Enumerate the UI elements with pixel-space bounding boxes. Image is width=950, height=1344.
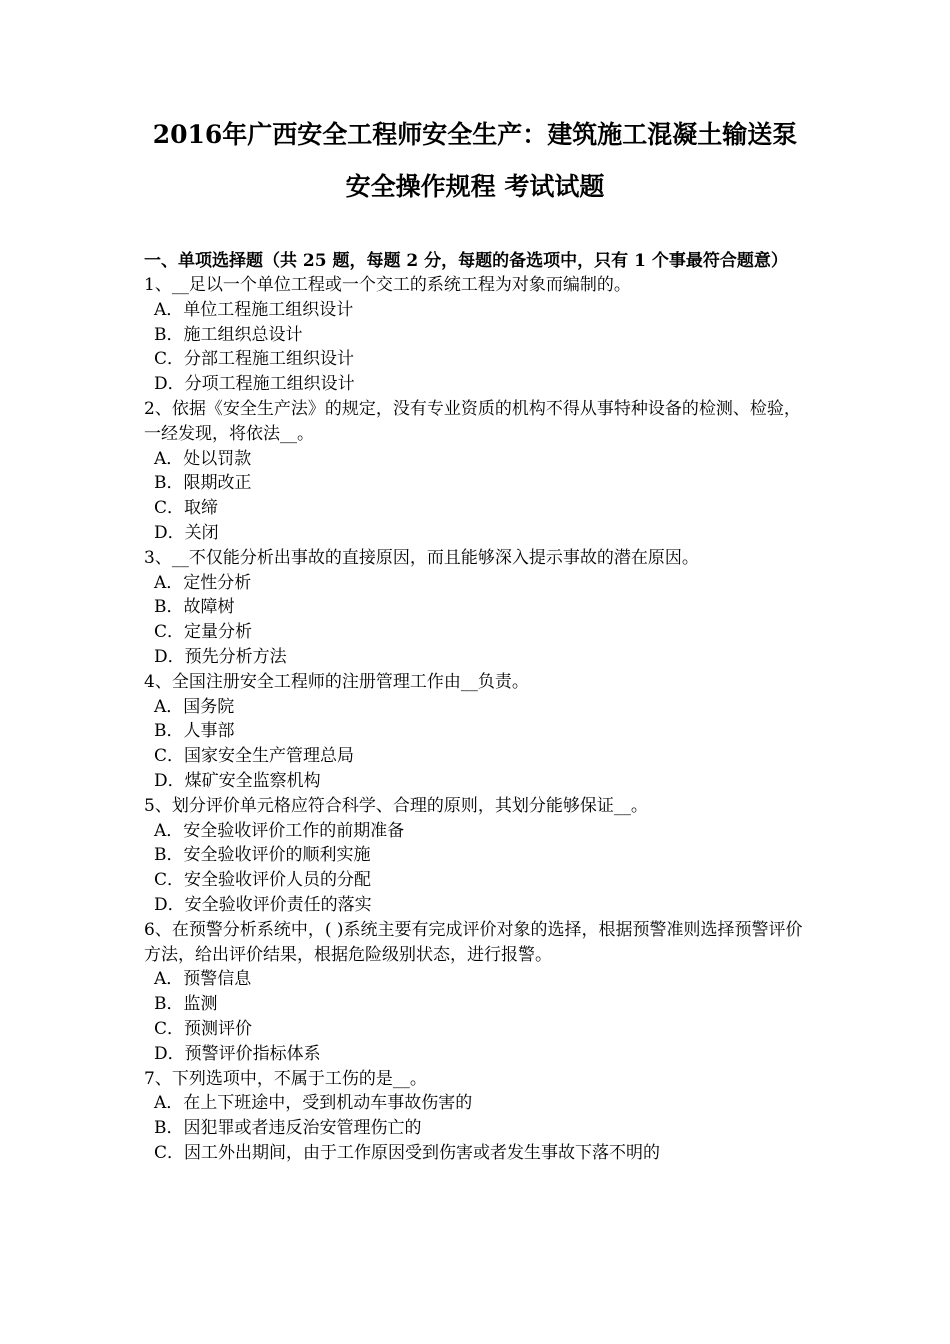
option-text: 处以罚款 (183, 448, 252, 469)
option-letter: D． (154, 770, 185, 791)
option-text: 限期改正 (183, 473, 252, 494)
question-4-option-b (144, 719, 816, 744)
option-letter: B． (154, 324, 184, 345)
question-1-option-d (144, 372, 816, 397)
question-6-option-b (144, 992, 816, 1017)
document-title-line-1: 2016年广西安全工程师安全生产：建筑施工混凝土输送泵 (152, 120, 798, 149)
option-letter: C． (154, 1018, 185, 1039)
option-text: 国务院 (183, 696, 235, 717)
question-5 (144, 794, 816, 819)
option-text: 因犯罪或者违反治安管理伤亡的 (183, 1118, 422, 1139)
option-text: 取缔 (184, 498, 219, 519)
option-text: 分项工程施工组织设计 (184, 374, 355, 395)
question-text: __足以一个单位工程或一个交工的系统工程为对象而编制的。 (171, 275, 631, 295)
option-letter: A． (154, 299, 184, 320)
option-text: 预测评价 (184, 1018, 253, 1039)
option-letter: C． (154, 622, 185, 643)
question-4-option-a (144, 695, 816, 720)
question-text: 在预警分析系统中，( )系统主要有完成评价对象的选择，根据预警准则选择预警评价方法，给出评价结果，根据危险级别状态，进行报警。 (144, 919, 803, 965)
option-text: 煤矿安全监察机构 (184, 770, 321, 791)
question-4-option-c (144, 744, 816, 769)
question-7-option-a (144, 1091, 816, 1116)
question-2-option-b (144, 471, 816, 496)
question-5-option-a (144, 819, 816, 844)
question-6-option-a (144, 967, 816, 992)
question-3 (144, 546, 816, 571)
option-letter: B． (154, 1118, 184, 1139)
question-text: 依据《安全生产法》的规定，没有专业资质的机构不得从事特种设备的检测、检验，一经发现，将依法__。 (144, 398, 801, 444)
option-letter: D． (154, 374, 185, 395)
option-letter: A． (154, 969, 184, 990)
question-7-option-b (144, 1116, 816, 1141)
question-1 (144, 273, 816, 298)
option-letter: B． (154, 721, 184, 742)
question-5-option-c (144, 868, 816, 893)
question-2-option-c (144, 496, 816, 521)
option-text: 预警信息 (183, 969, 252, 990)
option-letter: C． (154, 746, 185, 767)
question-text: 下列选项中，不属于工伤的是__。 (171, 1068, 427, 1089)
option-letter: A． (154, 696, 184, 717)
option-letter: C． (154, 498, 185, 519)
option-letter: C． (154, 870, 185, 891)
option-text: 因工外出期间，由于工作原因受到伤害或者发生事故下落不明的 (184, 1142, 661, 1163)
question-6 (144, 918, 816, 968)
question-number: 4、 (144, 671, 172, 692)
option-letter: D． (154, 646, 185, 667)
question-number: 6、 (144, 919, 172, 940)
option-letter: B． (154, 597, 184, 618)
question-2 (144, 397, 816, 447)
question-2-option-d (144, 521, 816, 546)
option-text: 安全验收评价人员的分配 (184, 870, 372, 891)
option-letter: D． (154, 894, 185, 915)
option-letter: D． (154, 522, 185, 543)
option-text: 安全验收评价责任的落实 (184, 894, 372, 915)
question-number: 2、 (144, 398, 172, 419)
question-4 (144, 670, 816, 695)
option-text: 监测 (183, 994, 218, 1015)
question-1-option-b (144, 323, 816, 348)
option-letter: B． (154, 473, 184, 494)
section-heading: 一、单项选择题（共 25 题，每题 2 分，每题的备选项中，只有 1 个事最符合题意） (144, 251, 788, 271)
option-text: 定量分析 (184, 622, 253, 643)
question-3-option-d (144, 645, 816, 670)
option-letter: A． (154, 1093, 184, 1114)
question-4-option-d (144, 769, 816, 794)
question-text: 全国注册安全工程师的注册管理工作由__负责。 (171, 671, 529, 692)
question-6-option-d (144, 1042, 816, 1067)
question-5-option-d (144, 893, 816, 918)
question-text: 划分评价单元格应符合科学、合理的原则，其划分能够保证__。 (171, 795, 648, 816)
question-1-option-c (144, 347, 816, 372)
option-text: 人事部 (183, 721, 235, 742)
option-text: 分部工程施工组织设计 (184, 349, 355, 370)
question-7-option-c (144, 1141, 816, 1166)
option-letter: B． (154, 994, 184, 1015)
option-text: 单位工程施工组织设计 (183, 299, 354, 320)
question-7 (144, 1067, 816, 1092)
document-title-line-2: 安全操作规程 考试试题 (345, 172, 605, 201)
question-number: 1、 (144, 275, 172, 295)
question-3-option-a (144, 571, 816, 596)
option-text: 预警评价指标体系 (184, 1043, 321, 1064)
option-text: 在上下班途中，受到机动车事故伤害的 (183, 1093, 473, 1114)
option-text: 安全验收评价的顺利实施 (183, 845, 371, 866)
question-number: 3、 (144, 547, 172, 568)
option-text: 安全验收评价工作的前期准备 (183, 820, 405, 841)
question-1-option-a (144, 298, 816, 323)
option-letter: A． (154, 448, 184, 469)
option-text: 定性分析 (183, 572, 252, 593)
option-text: 关闭 (184, 522, 219, 543)
question-number: 5、 (144, 795, 172, 816)
question-6-option-c (144, 1017, 816, 1042)
option-letter: C． (154, 1142, 185, 1163)
option-letter: A． (154, 572, 184, 593)
question-number: 7、 (144, 1068, 172, 1089)
option-text: 预先分析方法 (184, 646, 287, 667)
option-text: 国家安全生产管理总局 (184, 746, 355, 767)
question-list (144, 273, 816, 1166)
option-letter: D． (154, 1043, 185, 1064)
question-3-option-c (144, 620, 816, 645)
document-body (144, 249, 816, 1166)
question-text: __不仅能分析出事故的直接原因，而且能够深入提示事故的潜在原因。 (171, 547, 699, 568)
question-3-option-b (144, 595, 816, 620)
option-text: 施工组织总设计 (183, 324, 303, 345)
question-2-option-a (144, 447, 816, 472)
question-5-option-b (144, 843, 816, 868)
option-letter: B． (154, 845, 184, 866)
option-letter: A． (154, 820, 184, 841)
option-letter: C． (154, 349, 185, 370)
option-text: 故障树 (183, 597, 235, 618)
